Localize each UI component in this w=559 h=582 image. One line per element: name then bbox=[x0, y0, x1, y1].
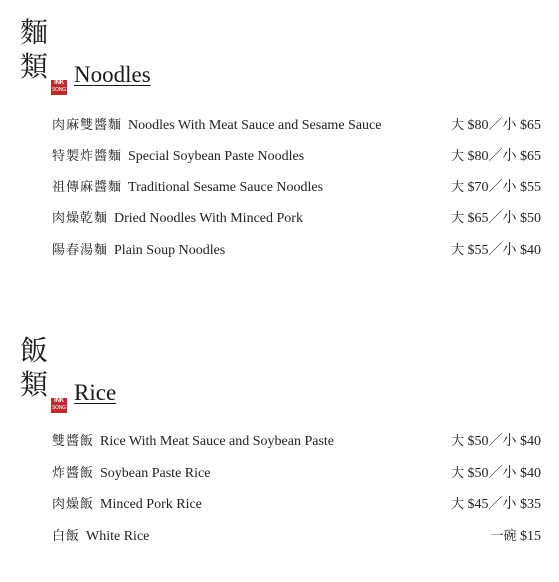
menu-item bbox=[52, 178, 541, 198]
menu-item bbox=[52, 241, 541, 261]
inksong-logo: INK SONG bbox=[52, 80, 66, 93]
menu-item bbox=[52, 464, 541, 484]
item-en-name: Soybean Paste Rice bbox=[100, 466, 211, 481]
item-zh-name: 肉燥飯 bbox=[52, 497, 95, 512]
rice-cjk-char-2: 類 bbox=[20, 368, 49, 401]
item-zh-name: 雙醬飯 bbox=[52, 434, 95, 449]
rice-cjk-char-1: 飯 bbox=[20, 334, 49, 367]
noodles-cjk-heading bbox=[20, 18, 54, 82]
item-en-name: Minced Pork Rice bbox=[100, 497, 202, 512]
rice-title: Rice bbox=[74, 380, 117, 405]
item-price: 大 $55／小 $40 bbox=[450, 243, 541, 258]
item-price: 大 $50／小 $40 bbox=[450, 466, 541, 481]
menu-item bbox=[52, 147, 541, 167]
item-price: 大 $80／小 $65 bbox=[450, 118, 541, 133]
item-price: 大 $70／小 $55 bbox=[450, 180, 541, 195]
item-zh-name: 肉燥乾麵 bbox=[52, 211, 109, 226]
item-en-name: White Rice bbox=[86, 529, 150, 544]
item-zh-name: 祖傳麻醬麵 bbox=[52, 180, 123, 195]
item-zh-name: 炸醬飯 bbox=[52, 466, 95, 481]
item-price: 一碗 $15 bbox=[490, 529, 541, 544]
item-zh-name: 肉麻雙醬麵 bbox=[52, 118, 123, 133]
item-price: 大 $45／小 $35 bbox=[450, 497, 541, 512]
menu-item bbox=[52, 527, 541, 547]
item-en-name: Plain Soup Noodles bbox=[114, 243, 226, 258]
item-zh-name: 特製炸醬麵 bbox=[52, 149, 123, 164]
item-en-name: Traditional Sesame Sauce Noodles bbox=[128, 180, 324, 195]
item-zh-name: 陽春湯麵 bbox=[52, 243, 109, 258]
menu-item bbox=[52, 209, 541, 229]
item-price: 大 $50／小 $40 bbox=[450, 434, 541, 449]
item-en-name: Rice With Meat Sauce and Soybean Paste bbox=[100, 434, 335, 449]
item-price: 大 $80／小 $65 bbox=[450, 149, 541, 164]
rice-cjk-heading bbox=[20, 336, 54, 400]
noodles-cjk-char-1: 麵 bbox=[20, 16, 49, 49]
noodles-cjk-char-2: 類 bbox=[20, 50, 49, 83]
item-en-name: Dried Noodles With Minced Pork bbox=[114, 211, 303, 226]
item-en-name: Noodles With Meat Sauce and Sesame Sauce bbox=[128, 118, 382, 133]
inksong-logo: INK SONG bbox=[52, 398, 66, 411]
noodles-title: Noodles bbox=[74, 62, 151, 87]
menu-item bbox=[52, 116, 541, 136]
item-zh-name: 白飯 bbox=[52, 529, 81, 544]
menu-item bbox=[52, 495, 541, 515]
item-en-name: Special Soybean Paste Noodles bbox=[128, 149, 305, 164]
menu-item bbox=[52, 432, 541, 452]
item-price: 大 $65／小 $50 bbox=[450, 211, 541, 226]
